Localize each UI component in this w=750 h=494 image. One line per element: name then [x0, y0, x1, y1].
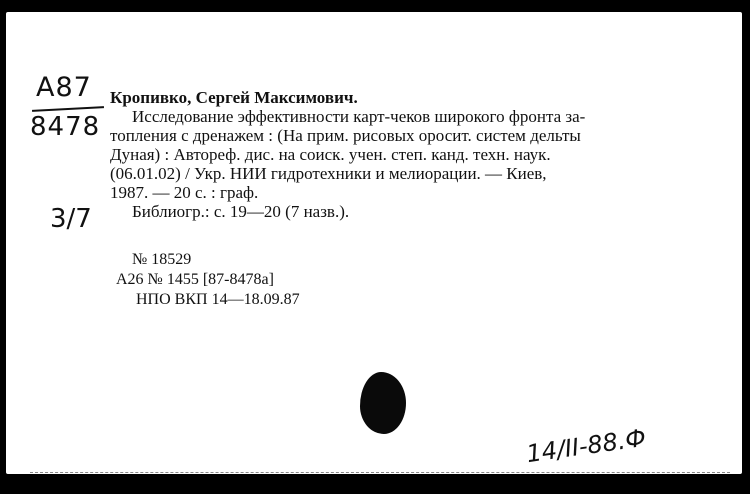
npo-stamp: НПО ВКП 14—18.09.87: [136, 291, 300, 308]
author-name: Кропивко, Сергей Максимович.: [110, 88, 358, 107]
entry-line: (06.01.02) / Укр. НИИ гидротехники и мелиорации. — Киев,: [110, 164, 547, 183]
handwritten-side-mark: 3/7: [50, 204, 92, 234]
entry-line: Исследование эффективности карт-чеков широкого фронта за-: [132, 107, 586, 126]
card-bottom-line: [30, 472, 730, 474]
call-number-bottom: 8478: [30, 112, 101, 142]
handwritten-date: 14/II-88.Ф: [524, 423, 648, 469]
entry-line: топления с дренажем : (На прим. рисовых оросит. систем дельты: [110, 126, 581, 145]
bibliographic-entry: [110, 88, 676, 221]
accession-number: А26 № 1455 [87-8478а]: [116, 271, 274, 288]
entry-line: 1987. — 20 с. : граф.: [110, 183, 259, 202]
catalog-card: [6, 12, 742, 474]
bibliography-note: Библиогр.: с. 19—20 (7 назв.).: [132, 202, 350, 221]
entry-line: Дуная) : Автореф. дис. на соиск. учен. степ. канд. техн. наук.: [110, 145, 551, 164]
record-number: № 18529: [132, 251, 192, 268]
ink-blot: [360, 372, 406, 434]
call-number-top: A87: [36, 72, 92, 103]
